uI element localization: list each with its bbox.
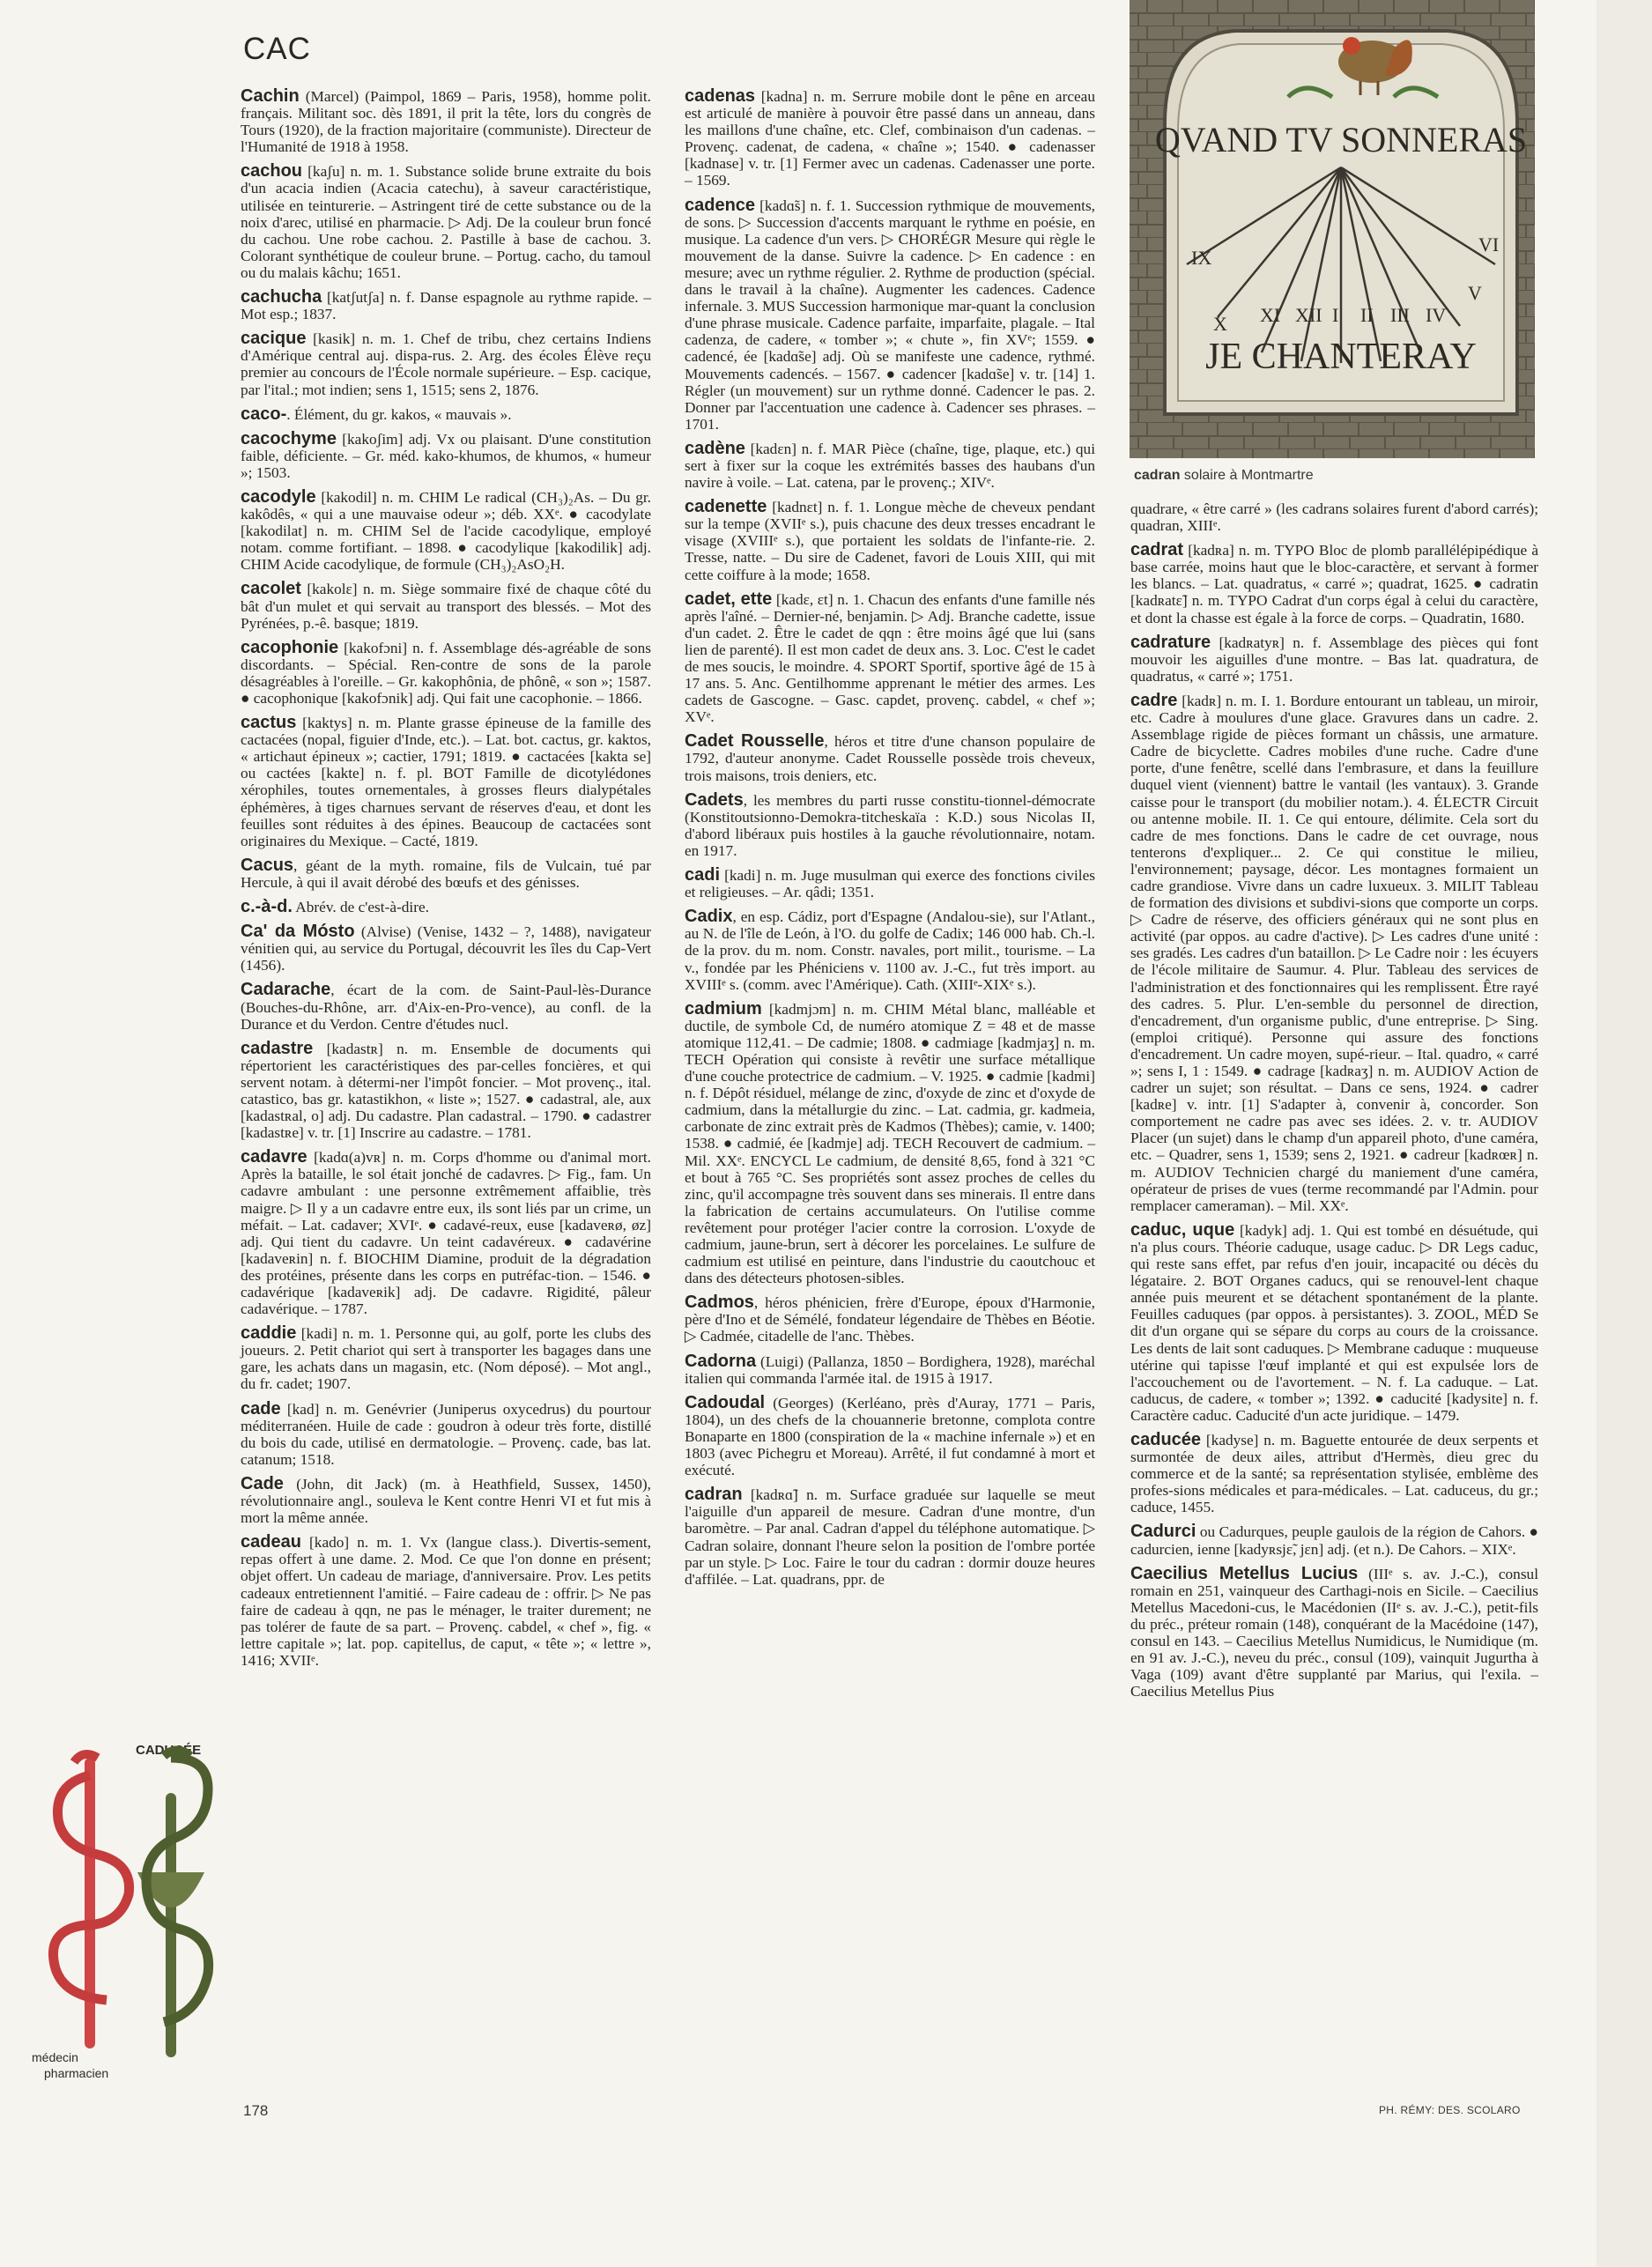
photo-caption: cadran solaire à Montmartre — [1134, 468, 1314, 483]
page-edge — [1596, 0, 1652, 2267]
dictionary-entry — [241, 1473, 651, 1527]
entry-definition: (Alvise) (Venise, 1432 – ?, 1488), navigateur vénitien qui, au service du Portugal, découvrit les îles du Cap-Vert (1456). — [241, 923, 652, 974]
svg-text:I: I — [1332, 304, 1339, 326]
entry-headword: cacolet — [241, 579, 301, 599]
entry-definition: . Élément, du gr. kakos, « mauvais ». — [286, 405, 512, 423]
entry-definition: [kado] n. m. 1. Vx (langue class.). Divertis-sement, repas offert à une dame. 2. Mod. Ce que l'on donne en présent; objet offert. Un cadeau de mariage, d'anniversaire. Prov. Les petits cadeaux entretiennent l'amitié. – Faire cadeau de : offrir. ▷ Ne pas faire de cadeau à qqn, ne pas le ménager, le traiter durement; ne pas tolérer de faute de sa part. – Provenç. cabdel, « chef », fig. « lettre capitale »; lat. pop. capitellus, de caput, « tête »; « lettre », 1416; XVIIᵉ. — [241, 1534, 651, 1669]
entry-headword: cadenas — [685, 86, 756, 106]
dictionary-entry — [1130, 1219, 1538, 1424]
dictionary-entry — [1130, 634, 1538, 685]
entry-headword: cadmium — [685, 998, 762, 1019]
svg-text:IX: IX — [1191, 247, 1212, 269]
entry-definition: [kadɑ̃s] n. f. 1. Succession rythmique de mouvements, de sons. ▷ Succession d'accents marquant le rythme en poésie, en musique. La cadence d'un vers. ▷ CHORÉGR Mesure qui règle le mouvement de la danse. Suivre la cadence. ▷ En cadence : en mesure; avec un rythme régulier. 2. Rythme de production (spécial. dans le travail à la chaîne). Augmenter les cadences. Cadence infernale. 3. MUS Succession harmonique mar-quant la conclusion d'une phrase musicale. Cadence parfaite, imparfaite, plagale. – Ital cadenza, de cadere, « tomber »; « chute », fin XVᵉ; 1559. ● cadencé, ée [kadɑ̃se] adj. Où se manifeste une cadence, rythmé. Mouvements cadencés. – 1567. ● cadencer [kadɑ̃se] v. tr. [14] 1. Régler (un mouvement) sur un rythme donné. Cadencer le pas. 2. Donner par l'accentuation une cadence à. Cadencer ses phrases. – 1701. — [685, 196, 1095, 433]
entry-headword: cadet, ette — [685, 589, 773, 609]
entry-definition: , géant de la myth. romaine, fils de Vulcain, tué par Hercule, à qui il avait dérobé des bœufs et des génisses. — [241, 856, 651, 891]
entry-definition: [kakofɔni] n. f. Assemblage dés-agréable de sons discordants. – Spécial. Ren-contre de sons de la parole désagréables à l'oreille. – Gr. kakophônia, de phônê, « son »; 1587. ● cacophonique [kakofɔnik] adj. Qui fait une cacophonie. – 1866. — [241, 639, 651, 707]
entry-headword: cadène — [685, 438, 745, 458]
dictionary-entry — [685, 908, 1095, 992]
dictionary-entry — [685, 1294, 1095, 1345]
entry-definition: , en esp. Cádiz, port d'Espagne (Andalou-sie), sur l'Atlant., au N. de l'île de León, à l'O. du golfe de Cadix; 146 000 hab. Ch.-l. de la prov. du m. nom. Constr. navales, port milit., tourisme. – La v., fondée par les Phéniciens v. 1100 av. J.-C., fut très import. au XVIIIᵉ s. (comm. avec l'Amérique). Cath. (XIIIᵉ-XIXᵉ s.). — [685, 908, 1095, 993]
entry-definition: ou Cadurques, peuple gaulois de la région de Cahors. ● cadurcien, ienne [kadyʀsjɛ̃, jɛn] adj. (et n.). De Cahors. – XIXᵉ. — [1130, 1523, 1538, 1558]
entry-definition: [kadi] n. m. 1. Personne qui, au golf, porte les clubs des joueurs. 2. Petit chariot qui sert à transporter les bagages dans une gare, les achats dans un magasin, etc. (Nom déposé). – Mot angl., du fr. cadet; 1907. — [241, 1325, 651, 1393]
entry-definition: [kadmjɔm] n. m. CHIM Métal blanc, malléable et ductile, de symbole Cd, de numéro atomique Z = 48 et de masse atomique 112,41. – De cadmie; 1808. ● cadmiage [kadmjaʒ] n. m. TECH Opération qui consiste à revêtir une surface métallique d'une couche protectrice de cadmium. – V. 1925. ● cadmie [kadmi] n. f. Dépôt résiduel, mélange de zinc, d'oxyde de zinc et d'oxyde de cadmium, dans la métallurgie du zinc. – Lat. cadmia, gr. kadmeia, carbonate de zinc extrait près de Kadmos (Thèbes); camie, v. 1400; 1538. ● cadmié, ée [kadmje] adj. TECH Recouvert de cadmium. – Mil. XXᵉ. ENCYCL Le cadmium, de densité 8,65, fond à 321 °C et bout à 765 °C. Ses propriétés sont assez proches de celles du zinc, qu'il accompagne très souvent dans ses minerais. Il entre dans la fabrication de certains accumulateurs. On l'utilise comme revêtement pour protéger l'acier contre la corrosion. L'oxyde de cadmium, jaune-brun, sert à décorer les porcelaines. Le sulfure de cadmium est utilisé en peinture, dans l'industrie du caoutchouc et dans des détecteurs photosen-sibles. — [685, 1000, 1095, 1287]
entry-headword: cadran — [685, 1485, 743, 1505]
dictionary-entry — [241, 1149, 651, 1317]
entry-headword: cade — [241, 1398, 281, 1419]
page-number: 178 — [243, 2102, 269, 2119]
entry-headword: Cadet Rousselle — [685, 731, 825, 752]
entry-definition: [kadʀa] n. m. TYPO Bloc de plomb parallélépipédique à base carrée, moins haut que le bloc-caractère, et servant à former les blancs. – Lat. quadratus, « carré »; quadrat, 1625. ● cadratin [kadʀatɛ̃] n. m. TYPO Cadrat d'un corps égal à celui du caractère, et dont la chasse est égale à la force de corps. – Quadratin, 1680. — [1130, 542, 1538, 626]
dictionary-entry — [685, 1486, 1095, 1588]
dictionary-entry — [1130, 542, 1538, 626]
entry-definition: [kadnɛt] n. f. 1. Longue mèche de cheveux pendant sur la tempe (XVIIᵉ s.), puis chacune des deux tresses encadrant le visage (XVIIIᵉ s.), que portaient les soldats de l'infante-rie. 2. Tresse, natte. – Du sire de Cadenet, favori de Louis XIII, qui mit cette coiffure à la mode; 1658. — [685, 499, 1095, 583]
entry-definition: [kadi] n. m. Juge musulman qui exerce des fonctions civiles et religieuses. – Ar. qâdi; 1351. — [685, 867, 1095, 901]
entry-definition: [kadɛ, ɛt] n. 1. Chacun des enfants d'une famille nés après l'aîné. – Dernier-né, benjamin. ▷ Adj. Branche cadette, issue d'un cadet. 2. Être le cadet de qqn : être moins âgé que lui (sans lien de parenté). Il est mon cadet de deux ans. 3. Loc. C'est le cadet de mes soucis, le moindre. 4. SPORT Sportif, sportive âgé de 15 à 17 ans. 5. Anc. Gentilhomme apprenant le métier des armes. Les cadets de Gascogne. – Gasc. capdet, provenç. cabdel, « chef »; XVᵉ. — [685, 590, 1095, 726]
dictionary-entry — [685, 88, 1095, 189]
entry-headword: Cadmos — [685, 1293, 754, 1313]
dictionary-entry — [241, 330, 651, 397]
entry-definition: [kad] n. m. Genévrier (Juniperus oxycedrus) du pourtour méditerranéen. Huile de cade : goudron à odeur très forte, distillé du bois du cade, utilisé en dermatologie. – Provenç. cade, bas lat. catanum; 1518. — [241, 1400, 651, 1468]
entry-headword: cachou — [241, 161, 303, 182]
dictionary-entry — [241, 581, 651, 631]
dictionary-entry — [1130, 500, 1538, 534]
svg-text:III: III — [1390, 304, 1410, 326]
entry-headword: c.-à-d. — [241, 897, 293, 917]
entry-definition: (Georges) (Kerléano, près d'Auray, 1771 – Paris, 1804), un des chefs de la chouannerie bretonne, complota contre Bonaparte en 1800 (conspiration de la « machine infernale ») et en 1803 (avec Pichegru et Moreau). Arrêté, il fut condamné à mort et exécuté. — [685, 1394, 1095, 1479]
entry-headword: cacique — [241, 329, 307, 349]
dictionary-entry — [241, 406, 651, 423]
entry-definition: [kadʀatyʀ] n. f. Assemblage des pièces qui font mouvoir les aiguilles d'une montre. – Bas lat. quadratura, de quadratus, « carré »; 1751. — [1130, 633, 1538, 685]
dictionary-entry — [241, 923, 651, 974]
dictionary-entry — [685, 197, 1095, 433]
entry-headword: cadence — [685, 195, 756, 215]
entry-headword: caddie — [241, 1323, 297, 1344]
sundial-motto-bottom: JE CHANTERAY — [1205, 337, 1477, 377]
entry-headword: Cacus — [241, 855, 294, 875]
dictionary-entry — [685, 998, 1095, 1287]
svg-text:II: II — [1360, 304, 1374, 326]
entry-headword: Cadurci — [1130, 1522, 1196, 1542]
dictionary-entry — [685, 1392, 1095, 1479]
entry-headword: cactus — [241, 713, 297, 733]
dictionary-entry — [241, 982, 651, 1032]
dictionary-entry — [1130, 1563, 1538, 1700]
entry-definition: Abrév. de c'est-à-dire. — [292, 899, 429, 916]
entry-headword: cadre — [1130, 690, 1178, 710]
entry-definition: [kasik] n. m. 1. Chef de tribu, chez certains Indiens d'Amérique central auj. dispa-rus. 2. Arg. des écoles Élève reçu premier au concours de l'École normale supérieure. – Esp. cacique, par l'ital.; mot indien; sens 1, 1515; sens 2, 1876. — [241, 330, 651, 398]
entry-definition: [kadɛn] n. f. MAR Pièce (chaîne, tige, plaque, etc.) qui sert à fixer sur la coque les extrémités basses des haubans d'un navire à voile. – Lat. catena, par le provenç.; XIVᵉ. — [685, 440, 1095, 492]
entry-definition: , héros phénicien, frère d'Europe, époux d'Harmonie, père d'Ino et de Sémélé, fondateur légendaire de Thèbes en Béotie. ▷ Cadmée, citadelle de l'anc. Thèbes. — [685, 1294, 1095, 1345]
caducee-title: CADUCÉE — [136, 1743, 202, 1758]
dictionary-entry — [685, 733, 1095, 783]
entry-headword: caduc, uque — [1130, 1219, 1235, 1240]
dictionary-entry — [241, 163, 651, 281]
caducee-label-pharmacien: pharmacien — [44, 2066, 109, 2080]
dictionary-entry — [1130, 1429, 1538, 1516]
svg-text:VI: VI — [1478, 233, 1500, 256]
entry-headword: Cadix — [685, 907, 733, 927]
entry-definition: , héros et titre d'une chanson populaire de 1792, d'auteur anonyme. Cadet Rousselle possède trois cheveux, trois maisons, trois deniers, etc. — [685, 733, 1096, 784]
entry-headword: Cachin — [241, 86, 300, 106]
dictionary-entry — [241, 289, 651, 322]
entry-definition: [kaʃu] n. m. 1. Substance solide brune extraite du bois d'un acacia indien (Acacia catechu), à saveur caractéristique, utilisée en teinturerie. – Astringent tiré de cette substance ou de la noix d'arec, utilisé en pharmacie. ▷ Adj. De la couleur brun foncé du cachou. Une robe cachou. 2. Pastille à base de cachou. 3. Colorant synthétique de couleur brune. – Portug. cacho, du tamoul ou du malais kâchu; 1651. — [241, 163, 651, 281]
dictionary-entry — [241, 88, 651, 155]
dictionary-entry — [685, 499, 1095, 582]
entry-headword: cadastre — [241, 1038, 314, 1058]
dictionary-entry — [241, 715, 651, 849]
entry-headword: cacodyle — [241, 486, 316, 507]
dictionary-entry — [241, 428, 651, 481]
column-1 — [241, 88, 651, 1677]
dictionary-entry — [241, 1038, 651, 1142]
photo-credit: PH. RÉMY: DES. SCOLARO — [1379, 2104, 1521, 2116]
entry-headword: caco- — [241, 404, 287, 424]
entry-headword: Cadorna — [685, 1351, 757, 1371]
entry-definition: [kaktys] n. m. Plante grasse épineuse de la famille des cactacées (nopal, figuier d'Inde, etc.). – Lat. bot. cactus, gr. kaktos, « artichaut épineux »; cactier, 1791; 1819. ● cactacées [kakta se] ou cactées [kakte] n. f. pl. BOT Famille de dicotylédones xérophiles, toutes ornementales, à grosses fleurs dialypétales éphémères, à tiges charnues servant de réserves d'eau, et dont les feuilles sont réduites à des épines. Beaucoup de cactacées sont originaires du Mexique. – Cacté, 1819. — [241, 715, 651, 849]
dictionary-entry — [241, 1325, 651, 1392]
entry-headword: cadrat — [1130, 540, 1184, 560]
dictionary-entry — [241, 899, 651, 915]
svg-text:XI: XI — [1260, 304, 1281, 326]
entry-definition: quadrare, « être carré » (les cadrans solaires furent d'abord carrés); quadran, XIIIᵉ. — [1130, 500, 1538, 535]
column-3 — [1130, 500, 1538, 1708]
caducee-illustration — [32, 1740, 240, 2084]
entry-definition: [kadɑ(a)vʀ] n. m. Corps d'homme ou d'animal mort. Après la bataille, le sol était jonché de cadavres. ▷ Fig., fam. Un cadavre ambulant : une personne extrêmement affaiblie, très maigre. ▷ Il y a un cadavre entre eux, ils sont liés par un crime, un méfait. – Lat. cadaver; XVIᵉ. ● cadavé-reux, euse [kadaveʀø, øz] adj. Qui tient du cadavre. Un teint cadavéreux. ● cadavérine [kadaveʀin] n. f. BIOCHIM Diamine, produit de la dégradation des protéines, présente dans les corps en putréfac-tion. – 1546. ● cadavérique [kadaveʀik] adj. De cadavre. Rigidité, pâleur cadavérique. – 1787. — [241, 1149, 651, 1318]
dictionary-entry — [685, 867, 1095, 900]
entry-headword: cacophonie — [241, 637, 339, 657]
dictionary-entry — [241, 857, 651, 891]
dictionary-entry — [1130, 1523, 1538, 1557]
entry-definition: [kadastʀ] n. m. Ensemble de documents qui répertorient les caractéristiques des par-celles foncières, et qui servent notam. à détermi-ner l'impôt foncier. – Mot provenç., ital. catastico, bas gr. katastikhon, « liste »; 1527. ● cadastral, ale, aux [kadastʀal, o] adj. Du cadastre. Plan cadastral. – 1790. ● cadastrer [kadastʀe] v. tr. [1] Inscrire au cadastre. – 1781. — [241, 1040, 651, 1142]
entry-definition: [kakoʃim] adj. Vx ou plaisant. D'une constitution faible, déficiente. – Gr. méd. kako-khumos, de khumos, « humeur »; 1503. — [241, 430, 651, 481]
dictionary-entry — [241, 486, 651, 574]
entry-definition: [kadʀɑ̃] n. m. Surface graduée sur laquelle se meut l'aiguille d'un appareil de mesure. Cadran d'une montre, d'un baromètre. – Par anal. Cadran d'appel du téléphone automatique. ▷ Cadran solaire, donnant l'heure selon la position de l'ombre portée par un style. ▷ Loc. Faire le tour du cadran : dormir douze heures d'affilée. – Lat. quadrans, ppr. de — [685, 1486, 1095, 1588]
entry-headword: cadeau — [241, 1532, 301, 1552]
dictionary-entry — [1130, 690, 1538, 1214]
entry-headword: cadi — [685, 865, 721, 885]
caducee-label-medecin: médecin — [32, 2050, 78, 2064]
entry-headword: cacochyme — [241, 428, 337, 448]
dictionary-entry — [685, 1353, 1095, 1387]
sundial-image — [1130, 0, 1535, 458]
entry-headword: Cadarache — [241, 980, 331, 1000]
svg-text:XII: XII — [1295, 304, 1322, 326]
entry-headword: Caecilius Metellus Lucius — [1130, 1563, 1359, 1583]
running-head: CAC — [243, 32, 311, 66]
entry-definition: [kadyse] n. m. Baguette entourée de deux serpents et surmontée de deux ailes, attribut d'Hermès, dieu grec du commerce et de la santé; sa représentation stylisée, emblème des profes-sions médicales et para-médicales. – Lat. caduceus, du gr.; caduce, 1455. — [1130, 1431, 1538, 1516]
caduceus-pharmacy-icon — [137, 1751, 209, 2058]
entry-headword: cadenette — [685, 497, 767, 517]
entry-definition: [kadʀ] n. m. I. 1. Bordure entourant un tableau, un miroir, etc. Cadre à moulures d'une glace. Gravures dans un cadre. 2. Assemblage rigide de pièces formant un châssis, une armature. Cadre de bicyclette. Cadres mobiles d'une ruche. Cadre d'une porte, d'une fenêtre, scellé dans l'embrasure, et dans la feuillure duquel vient (viennent) battre le vantail (les vantaux). 3. Grande caisse pour le transport (du mobilier notam.). 4. ÉLECTR Circuit ou antenne mobile. II. 1. Ce qui entoure, délimite. Cela sort du cadre de mes fonctions. Dans le cadre de cet ouvrage, nous tenterons d'expliquer... 2. Ce qui constitue le milieu, l'environnement; paysage, décor. Les montagnes formaient un cadre grandiose. Vivre dans un cadre luxueux. 3. MILIT Tableau de formation des divisions et subdivi-sions que comporte un corps. ▷ Cadre de réserve, des officiers généraux qui ne sont plus en activité (par oppos. au cadre d'active). ▷ Les cadres d'une unité : ses gradés. Les cadres d'un bataillon. ▷ Le Cadre noir : les écuyers de l'école militaire de Saumur. 4. Plur. Tableau des services de l'administration et des fonctionnaires qui les remplissent. Être rayé des cadres. 5. Plur. L'en-semble du personnel de direction, d'encadrement, d'un organisme public, d'une entreprise. ▷ Sing. (emploi critiqué). Personne qui assure des fonctions d'encadrement. Un cadre moyen, supé-rieur. – Ital. quadro, « carré »; sens I, 1 : 1549. ● cadrage [kadʀaʒ] n. m. AUDIOV Action de cadrer un sujet; son résultat. – Dans ce sens, 1924. ● cadrer [kadʀe] v. intr. [1] S'adapter à, convenir à, concorder. Son comportement ne cadre pas avec ses idées. 2. v. tr. AUDIOV Placer (un sujet) dans le champ d'un appareil photo, d'une caméra, etc. – Quadrer, sens 1, 1539; sens 2, 1921. ● cadreur [kadʀœʀ] n. m. AUDIOV Technicien chargé du maniement d'une caméra, opérateur de prises de vues (terme recommandé par l'Admin. pour remplacer cameraman). – Mil. XXᵉ. — [1130, 692, 1538, 1214]
column-2 — [685, 88, 1095, 1596]
entry-definition: (John, dit Jack) (m. à Heathfield, Sussex, 1450), révolutionnaire angl., souleva le Kent contre Henri VI et fut mis à mort la même année. — [241, 1475, 651, 1527]
svg-text:X: X — [1213, 313, 1227, 335]
entry-headword: cadavre — [241, 1147, 307, 1167]
sundial-motto-top: QVAND TV SONNERAS — [1154, 120, 1528, 159]
dictionary-entry — [685, 438, 1095, 492]
entry-definition: [katʃutʃa] n. f. Danse espagnole au rythme rapide. – Mot esp.; 1837. — [241, 289, 651, 323]
entry-headword: cadrature — [1130, 632, 1211, 652]
entry-definition: , les membres du parti russe constitu-tionnel-démocrate (Konstitoutsionno-Demokra-titcheskaïa : K.D.) sous Nicolas II, d'abord libéraux puis hostiles à la gauche révolutionnaire, notam. en 1917. — [685, 791, 1095, 859]
entry-definition: (Luigi) (Pallanza, 1850 – Bordighera, 1928), maréchal italien qui commanda l'armée ital. de 1915 à 1917. — [685, 1352, 1095, 1387]
entry-definition: [kakodil] n. m. CHIM Le radical (CH₃)₂As. – Du gr. kakôdês, « qui a une mauvaise odeur »; déb. XXᵉ. ● cacodylate [kakodilat] n. m. CHIM Sel de l'acide cacodylique, employé notam. comme fortifiant. – 1898. ● cacodylique [kakodilik] adj. CHIM Acide cacodylique, de formule (CH₃)₂AsO₂H. — [241, 488, 651, 574]
dictionary-entry — [685, 789, 1095, 859]
entry-headword: Cadets — [685, 789, 744, 810]
entry-definition: [kadyk] adj. 1. Qui est tombé en désuétude, qui n'a plus cours. Théorie caduque, usage caduc. ▷ DR Legs caduc, qui reste sans effet, par refus d'en jouir, incapacité ou décès du légataire. 2. BOT Organes caducs, qui se renouvel-lent chaque année puis meurent et se détachent spontanément de la plante. Feuilles caduques (par oppos. à persistantes). 3. ZOOL, MÉD Se dit d'un organe qui se sépare du corps au cours de la croissance. Les dents de lait sont caduques. ▷ Membrane caduque : muqueuse utérine qui tapisse l'œuf implanté et qui est expulsée lors de l'accouchement ou de l'avortement. – N. f. La caduque. – Lat. caducus, de cadere, « tomber »; 1392. ● caducité [kadysite] n. f. Caractère caduc. Caducité d'un acte juridique. – 1479. — [1130, 1221, 1538, 1424]
dictionary-entry — [241, 1534, 651, 1669]
entry-headword: Cadoudal — [685, 1392, 766, 1412]
svg-text:IV: IV — [1426, 304, 1447, 326]
dictionary-entry — [241, 637, 651, 707]
entry-headword: Ca' da Mósto — [241, 922, 355, 942]
entry-definition: (Marcel) (Paimpol, 1869 – Paris, 1958), homme polit. français. Militant soc. dès 1891, il prit la tête, lors du congrès de Tours (1920), de la fraction majoritaire (communiste). Directeur de l'Humanité de 1918 à 1958. — [241, 88, 651, 156]
dictionary-entry — [241, 1398, 651, 1468]
entry-definition: [kakolɛ] n. m. Siège sommaire fixé de chaque côté du bât d'un mulet et qui servait au transport des blessés. – Mot des Pyrénées, p.-ê. basque; 1819. — [241, 581, 651, 632]
svg-text:V: V — [1468, 282, 1482, 304]
entry-headword: caducée — [1130, 1429, 1202, 1449]
entry-definition: , écart de la com. de Saint-Paul-lès-Durance (Bouches-du-Rhône, arr. d'Aix-en-Pro-vence), au confl. de la Durance et du Verdon. Centre d'études nucl. — [241, 982, 651, 1033]
entry-definition: [kadna] n. m. Serrure mobile dont le pêne en arceau est articulé de manière à pouvoir être passé dans un anneau, dans les maillons d'une chaîne, etc. Clef, combinaison d'un cadenas. – Provenç. cadenat, de cadena, « chaîne »; 1540. ● cadenasser [kadnase] v. tr. [1] Fermer avec un cadenas. Cadenasser une porte. – 1569. — [685, 88, 1095, 189]
entry-headword: Cade — [241, 1473, 284, 1493]
entry-definition: (IIIᵉ s. av. J.-C.), consul romain en 251, vainqueur des Carthagi-nois en Sicile. – Caecilius Metellus Macedoni-cus, le Macédonien (IIᵉ s. av. J.-C.), petit-fils du préc., préteur romain (148), conquérant de la Macédoine (147), consul en 143. – Caecilius Metellus Numidicus, le Numidique (m. en 91 av. J.-C.), neveu du préc., consul (109), vainquit Jugurtha à Vaga (109) avant d'être supplanté par Marius, qui l'exila. – Caecilius Metellus Pius — [1130, 1565, 1538, 1700]
sundial-photo — [1130, 0, 1535, 458]
dictionary-entry — [685, 591, 1095, 726]
caduceus-medicine-icon — [53, 1754, 129, 2048]
entry-headword: cachucha — [241, 287, 322, 307]
